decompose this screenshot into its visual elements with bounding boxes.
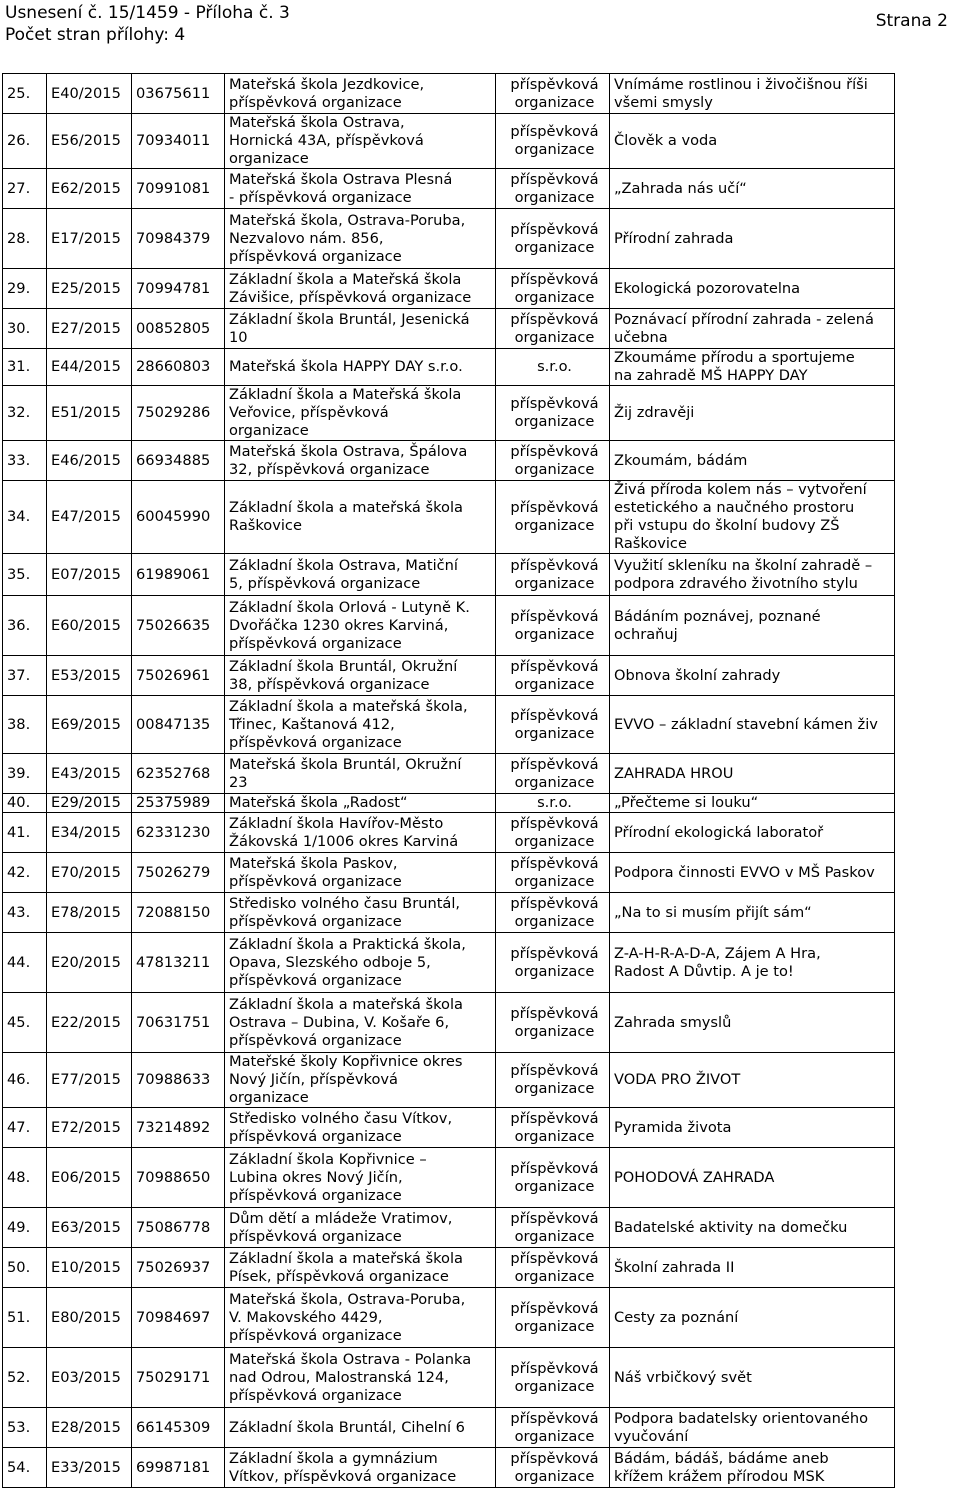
applicant-name: Mateřská škola, Ostrava-Poruba, V. Makovského 4429, příspěvková organizace — [225, 1288, 496, 1348]
table-row — [3, 1248, 895, 1288]
applicant-name: Základní škola Ostrava, Matiční 5, příspěvková organizace — [225, 554, 496, 596]
project-name: POHODOVÁ ZAHRADA — [610, 1148, 895, 1208]
legal-form: příspěvková organizace — [496, 1408, 610, 1448]
grants-table — [2, 73, 895, 1488]
project-name: Vnímáme rostlinou i živočišnou říši všemi smysly — [610, 74, 895, 114]
company-id: 75029286 — [132, 386, 225, 441]
project-name: Bádám, bádáš, bádáme aneb křížem krážem přírodou MSK — [610, 1448, 895, 1488]
company-id: 03675611 — [132, 74, 225, 114]
row-number: 43. — [3, 893, 47, 933]
application-ref: E77/2015 — [47, 1053, 132, 1108]
table-row — [3, 481, 895, 554]
project-name: Žij zdravěji — [610, 386, 895, 441]
legal-form: příspěvková organizace — [496, 1108, 610, 1148]
application-ref: E27/2015 — [47, 309, 132, 349]
row-number: 44. — [3, 933, 47, 993]
legal-form: příspěvková organizace — [496, 441, 610, 481]
legal-form: příspěvková organizace — [496, 656, 610, 696]
project-name: „Přečteme si louku“ — [610, 794, 895, 813]
applicant-name: Základní škola a mateřská škola Ostrava – Dubina, V. Košaře 6, příspěvková organizace — [225, 993, 496, 1053]
application-ref: E03/2015 — [47, 1348, 132, 1408]
application-ref: E70/2015 — [47, 853, 132, 893]
application-ref: E40/2015 — [47, 74, 132, 114]
row-number: 37. — [3, 656, 47, 696]
applicant-name: Mateřská škola Bruntál, Okružní 23 — [225, 754, 496, 794]
table-row — [3, 1208, 895, 1248]
row-number: 49. — [3, 1208, 47, 1248]
applicant-name: Středisko volného času Vítkov, příspěvková organizace — [225, 1108, 496, 1148]
applicant-name: Základní škola Bruntál, Cihelní 6 — [225, 1408, 496, 1448]
project-name: Pyramida života — [610, 1108, 895, 1148]
project-name: Podpora činnosti EVVO v MŠ Paskov — [610, 853, 895, 893]
application-ref: E63/2015 — [47, 1208, 132, 1248]
application-ref: E28/2015 — [47, 1408, 132, 1448]
applicant-name: Mateřská škola Ostrava, Špálova 32, příspěvková organizace — [225, 441, 496, 481]
row-number: 36. — [3, 596, 47, 656]
project-name: Obnova školní zahrady — [610, 656, 895, 696]
project-name: Školní zahrada II — [610, 1248, 895, 1288]
row-number: 53. — [3, 1408, 47, 1448]
project-name: Zkoumám, bádám — [610, 441, 895, 481]
table-row — [3, 754, 895, 794]
application-ref: E17/2015 — [47, 209, 132, 269]
company-id: 72088150 — [132, 893, 225, 933]
legal-form: příspěvková organizace — [496, 1248, 610, 1288]
table-row — [3, 74, 895, 114]
project-name: Ekologická pozorovatelna — [610, 269, 895, 309]
legal-form: příspěvková organizace — [496, 993, 610, 1053]
company-id: 47813211 — [132, 933, 225, 993]
project-name: Z-A-H-R-A-D-A, Zájem A Hra, Radost A Důvtip. A je to! — [610, 933, 895, 993]
applicant-name: Mateřská škola Ostrava - Polanka nad Odrou, Malostranská 124, příspěvková organizace — [225, 1348, 496, 1408]
company-id: 62331230 — [132, 813, 225, 853]
row-number: 51. — [3, 1288, 47, 1348]
applicant-name: Základní škola Orlová - Lutyně K. Dvořáčka 1230 okres Karviná, příspěvková organizace — [225, 596, 496, 656]
table-row — [3, 1148, 895, 1208]
applicant-name: Základní škola a mateřská škola Raškovice — [225, 481, 496, 554]
legal-form: příspěvková organizace — [496, 1208, 610, 1248]
application-ref: E69/2015 — [47, 696, 132, 754]
legal-form: příspěvková organizace — [496, 74, 610, 114]
table-row — [3, 813, 895, 853]
applicant-name: Mateřská škola Ostrava Plesná - příspěvková organizace — [225, 169, 496, 209]
application-ref: E07/2015 — [47, 554, 132, 596]
project-name: Využití skleníku na školní zahradě – podpora zdravého životního stylu — [610, 554, 895, 596]
project-name: EVVO – základní stavební kámen živ — [610, 696, 895, 754]
row-number: 54. — [3, 1448, 47, 1488]
table-row — [3, 1108, 895, 1148]
company-id: 70934011 — [132, 114, 225, 169]
legal-form: příspěvková organizace — [496, 893, 610, 933]
table-row — [3, 853, 895, 893]
table-row — [3, 1053, 895, 1108]
company-id: 66934885 — [132, 441, 225, 481]
page-count: Počet stran přílohy: 4 — [5, 25, 186, 45]
applicant-name: Mateřská škola „Radost“ — [225, 794, 496, 813]
row-number: 46. — [3, 1053, 47, 1108]
company-id: 73214892 — [132, 1108, 225, 1148]
table-row — [3, 1288, 895, 1348]
row-number: 31. — [3, 349, 47, 386]
legal-form: příspěvková organizace — [496, 1448, 610, 1488]
table-row — [3, 993, 895, 1053]
company-id: 70988633 — [132, 1053, 225, 1108]
company-id: 75026961 — [132, 656, 225, 696]
applicant-name: Mateřská škola HAPPY DAY s.r.o. — [225, 349, 496, 386]
company-id: 75026635 — [132, 596, 225, 656]
application-ref: E60/2015 — [47, 596, 132, 656]
row-number: 29. — [3, 269, 47, 309]
resolution-title: Usnesení č. 15/1459 - Příloha č. 3 — [5, 3, 290, 23]
legal-form: příspěvková organizace — [496, 933, 610, 993]
row-number: 41. — [3, 813, 47, 853]
application-ref: E22/2015 — [47, 993, 132, 1053]
legal-form: s.r.o. — [496, 794, 610, 813]
row-number: 27. — [3, 169, 47, 209]
legal-form: příspěvková organizace — [496, 481, 610, 554]
applicant-name: Základní škola a Mateřská škola Závišice, příspěvková organizace — [225, 269, 496, 309]
application-ref: E43/2015 — [47, 754, 132, 794]
applicant-name: Základní škola Havířov-Město Žákovská 1/1006 okres Karviná — [225, 813, 496, 853]
project-name: Zahrada smyslů — [610, 993, 895, 1053]
application-ref: E46/2015 — [47, 441, 132, 481]
legal-form: příspěvková organizace — [496, 114, 610, 169]
table-row — [3, 309, 895, 349]
application-ref: E62/2015 — [47, 169, 132, 209]
project-name: Náš vrbičkový svět — [610, 1348, 895, 1408]
legal-form: příspěvková organizace — [496, 1053, 610, 1108]
table-row — [3, 386, 895, 441]
table-row — [3, 169, 895, 209]
legal-form: příspěvková organizace — [496, 169, 610, 209]
table-row — [3, 656, 895, 696]
table-row — [3, 209, 895, 269]
row-number: 30. — [3, 309, 47, 349]
row-number: 52. — [3, 1348, 47, 1408]
applicant-name: Mateřské školy Kopřivnice okres Nový Jičín, příspěvková organizace — [225, 1053, 496, 1108]
project-name: Zkoumáme přírodu a sportujeme na zahradě MŠ HAPPY DAY — [610, 349, 895, 386]
company-id: 70994781 — [132, 269, 225, 309]
legal-form: příspěvková organizace — [496, 1148, 610, 1208]
application-ref: E72/2015 — [47, 1108, 132, 1148]
row-number: 35. — [3, 554, 47, 596]
applicant-name: Základní škola Bruntál, Jesenická 10 — [225, 309, 496, 349]
row-number: 38. — [3, 696, 47, 754]
legal-form: příspěvková organizace — [496, 596, 610, 656]
company-id: 75029171 — [132, 1348, 225, 1408]
applicant-name: Základní škola a gymnázium Vítkov, příspěvková organizace — [225, 1448, 496, 1488]
company-id: 75026279 — [132, 853, 225, 893]
applicant-name: Základní škola a Mateřská škola Veřovice, příspěvková organizace — [225, 386, 496, 441]
table-row — [3, 893, 895, 933]
application-ref: E47/2015 — [47, 481, 132, 554]
row-number: 28. — [3, 209, 47, 269]
document-header — [5, 2, 290, 46]
project-name: „Zahrada nás učí“ — [610, 169, 895, 209]
company-id: 28660803 — [132, 349, 225, 386]
company-id: 60045990 — [132, 481, 225, 554]
project-name: Cesty za poznání — [610, 1288, 895, 1348]
row-number: 50. — [3, 1248, 47, 1288]
table-row — [3, 269, 895, 309]
row-number: 26. — [3, 114, 47, 169]
table-row — [3, 114, 895, 169]
application-ref: E25/2015 — [47, 269, 132, 309]
company-id: 00847135 — [132, 696, 225, 754]
page-number: Strana 2 — [875, 11, 948, 31]
legal-form: příspěvková organizace — [496, 1348, 610, 1408]
legal-form: příspěvková organizace — [496, 209, 610, 269]
applicant-name: Základní škola a mateřská škola Písek, příspěvková organizace — [225, 1248, 496, 1288]
applicant-name: Mateřská škola Ostrava, Hornická 43A, příspěvková organizace — [225, 114, 496, 169]
row-number: 25. — [3, 74, 47, 114]
table-row — [3, 1348, 895, 1408]
table-row — [3, 794, 895, 813]
table-row — [3, 1448, 895, 1488]
company-id: 75026937 — [132, 1248, 225, 1288]
applicant-name: Základní škola a mateřská škola, Třinec, Kaštanová 412, příspěvková organizace — [225, 696, 496, 754]
company-id: 70988650 — [132, 1148, 225, 1208]
row-number: 34. — [3, 481, 47, 554]
legal-form: příspěvková organizace — [496, 1288, 610, 1348]
legal-form: s.r.o. — [496, 349, 610, 386]
row-number: 42. — [3, 853, 47, 893]
application-ref: E29/2015 — [47, 794, 132, 813]
project-name: Bádáním poznávej, poznané ochraňuj — [610, 596, 895, 656]
company-id: 70991081 — [132, 169, 225, 209]
application-ref: E51/2015 — [47, 386, 132, 441]
application-ref: E78/2015 — [47, 893, 132, 933]
project-name: Badatelské aktivity na domečku — [610, 1208, 895, 1248]
legal-form: příspěvková organizace — [496, 754, 610, 794]
row-number: 33. — [3, 441, 47, 481]
application-ref: E56/2015 — [47, 114, 132, 169]
application-ref: E20/2015 — [47, 933, 132, 993]
applicant-name: Mateřská škola Jezdkovice, příspěvková organizace — [225, 74, 496, 114]
legal-form: příspěvková organizace — [496, 813, 610, 853]
company-id: 61989061 — [132, 554, 225, 596]
applicant-name: Dům dětí a mládeže Vratimov, příspěvková organizace — [225, 1208, 496, 1248]
legal-form: příspěvková organizace — [496, 696, 610, 754]
application-ref: E06/2015 — [47, 1148, 132, 1208]
table-row — [3, 933, 895, 993]
application-ref: E34/2015 — [47, 813, 132, 853]
application-ref: E44/2015 — [47, 349, 132, 386]
table-row — [3, 441, 895, 481]
company-id: 70631751 — [132, 993, 225, 1053]
table-row — [3, 696, 895, 754]
project-name: Člověk a voda — [610, 114, 895, 169]
row-number: 48. — [3, 1148, 47, 1208]
applicant-name: Základní škola Bruntál, Okružní 38, příspěvková organizace — [225, 656, 496, 696]
project-name: Poznávací přírodní zahrada - zelená učebna — [610, 309, 895, 349]
application-ref: E53/2015 — [47, 656, 132, 696]
applicant-name: Mateřská škola Paskov, příspěvková organizace — [225, 853, 496, 893]
grants-table-body — [3, 74, 895, 1488]
legal-form: příspěvková organizace — [496, 269, 610, 309]
row-number: 47. — [3, 1108, 47, 1148]
company-id: 70984697 — [132, 1288, 225, 1348]
application-ref: E33/2015 — [47, 1448, 132, 1488]
application-ref: E10/2015 — [47, 1248, 132, 1288]
company-id: 75086778 — [132, 1208, 225, 1248]
applicant-name: Mateřská škola, Ostrava-Poruba, Nezvalovo nám. 856, příspěvková organizace — [225, 209, 496, 269]
row-number: 39. — [3, 754, 47, 794]
project-name: Přírodní zahrada — [610, 209, 895, 269]
application-ref: E80/2015 — [47, 1288, 132, 1348]
applicant-name: Středisko volného času Bruntál, příspěvková organizace — [225, 893, 496, 933]
project-name: ZAHRADA HROU — [610, 754, 895, 794]
table-row — [3, 596, 895, 656]
legal-form: příspěvková organizace — [496, 853, 610, 893]
company-id: 69987181 — [132, 1448, 225, 1488]
company-id: 25375989 — [132, 794, 225, 813]
project-name: „Na to si musím přijít sám“ — [610, 893, 895, 933]
row-number: 40. — [3, 794, 47, 813]
company-id: 62352768 — [132, 754, 225, 794]
table-row — [3, 554, 895, 596]
legal-form: příspěvková organizace — [496, 309, 610, 349]
applicant-name: Základní škola a Praktická škola, Opava, Slezského odboje 5, příspěvková organizace — [225, 933, 496, 993]
legal-form: příspěvková organizace — [496, 386, 610, 441]
row-number: 45. — [3, 993, 47, 1053]
company-id: 70984379 — [132, 209, 225, 269]
project-name: Živá příroda kolem nás – vytvoření estetického a naučného prostoru při vstupu do školní budovy ZŠ Raškovice — [610, 481, 895, 554]
row-number: 32. — [3, 386, 47, 441]
company-id: 66145309 — [132, 1408, 225, 1448]
table-row — [3, 349, 895, 386]
applicant-name: Základní škola Kopřivnice – Lubina okres Nový Jičín, příspěvková organizace — [225, 1148, 496, 1208]
legal-form: příspěvková organizace — [496, 554, 610, 596]
project-name: Přírodní ekologická laboratoř — [610, 813, 895, 853]
project-name: VODA PRO ŽIVOT — [610, 1053, 895, 1108]
company-id: 00852805 — [132, 309, 225, 349]
project-name: Podpora badatelsky orientovaného vyučování — [610, 1408, 895, 1448]
